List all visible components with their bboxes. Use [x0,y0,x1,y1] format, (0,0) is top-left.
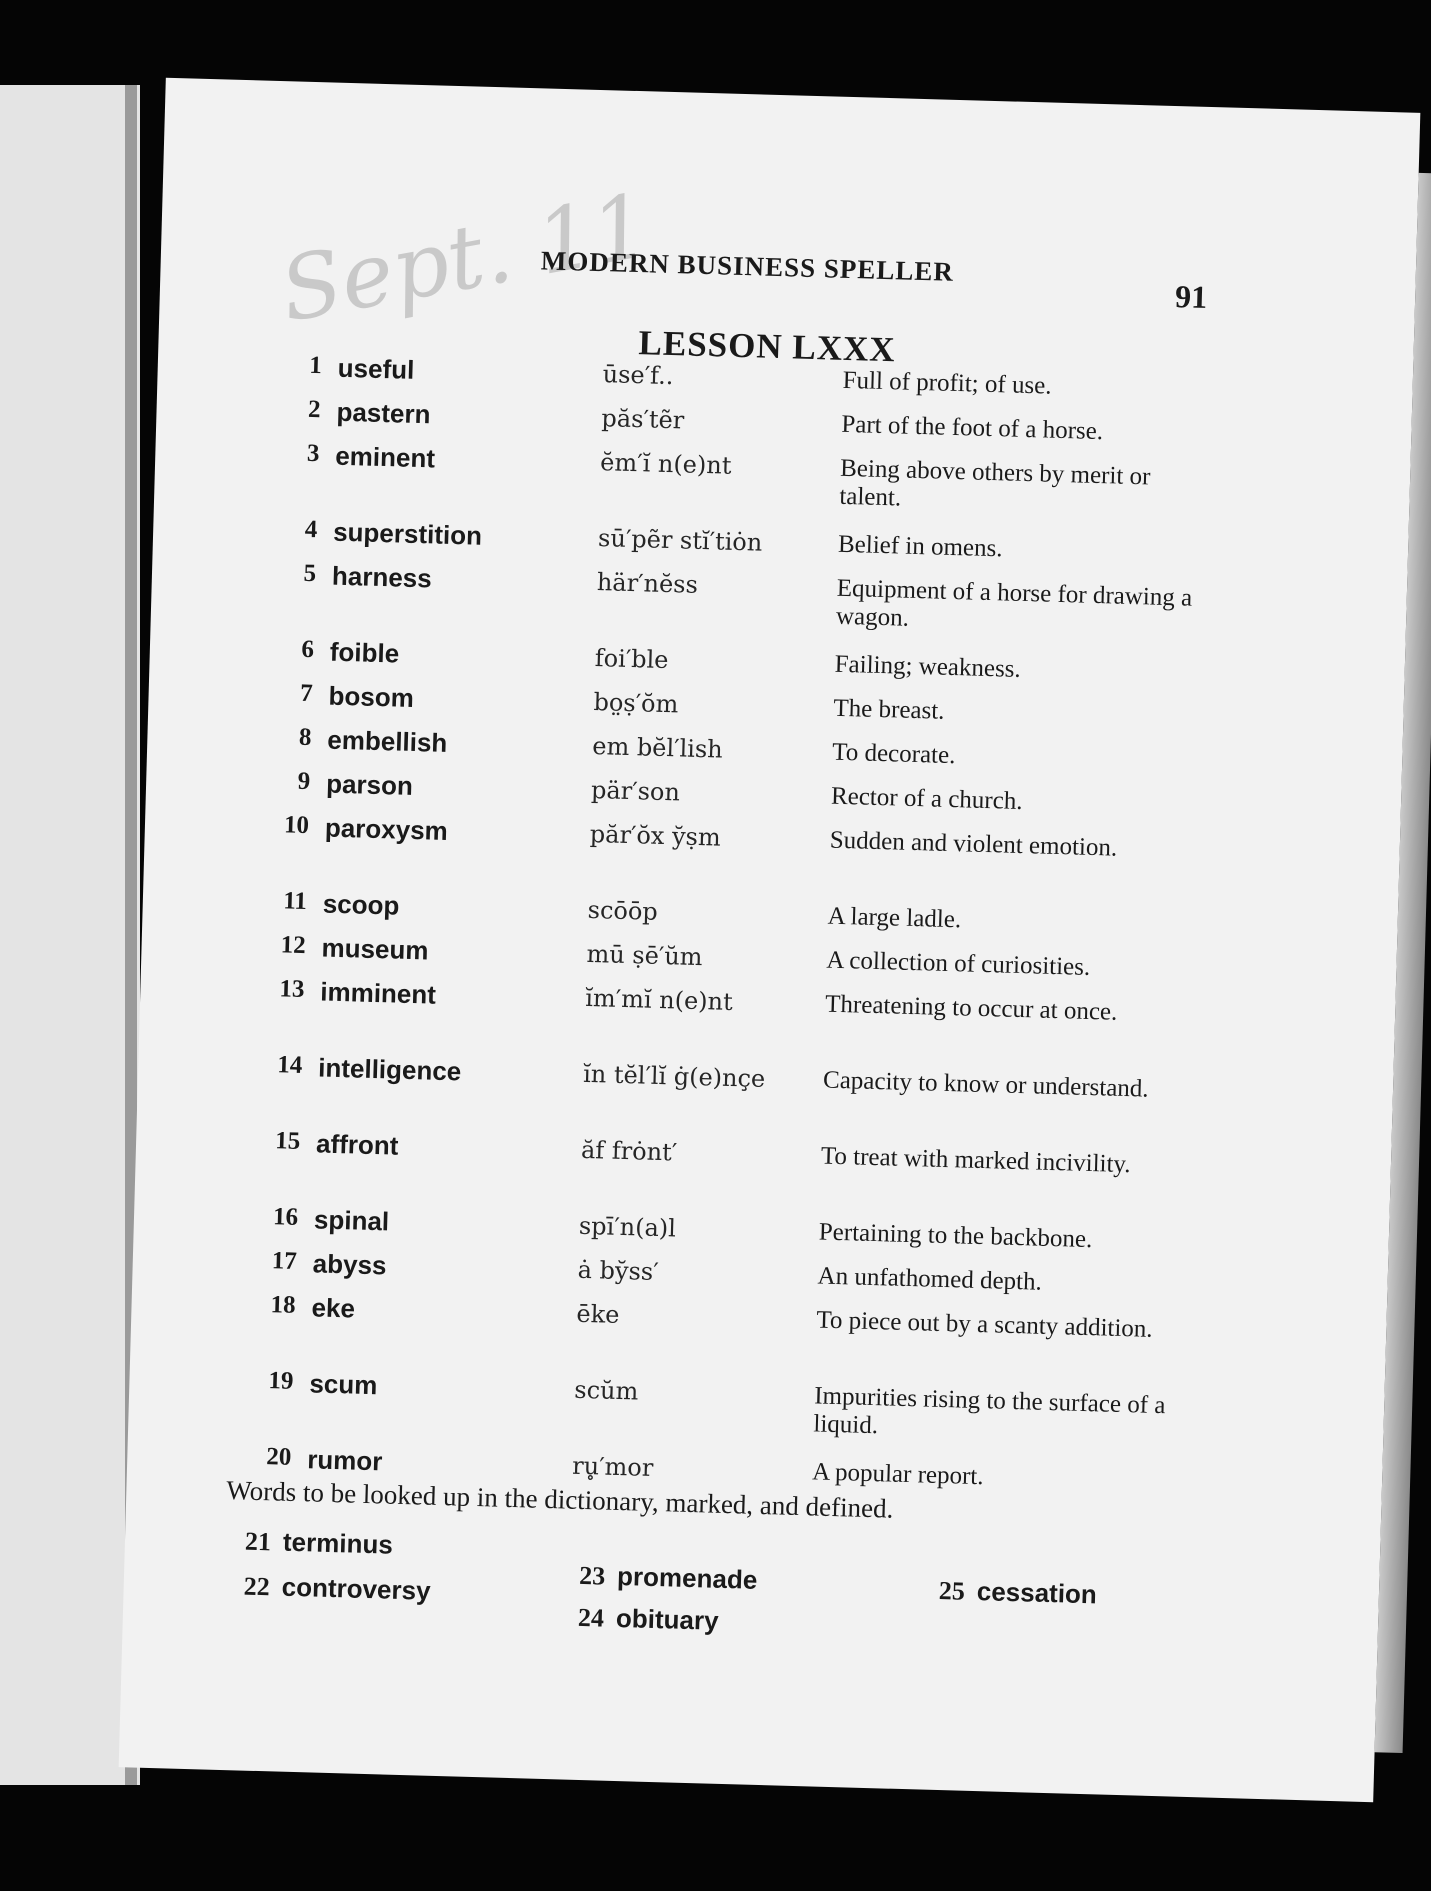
extra-word-number: 23 [578,1560,606,1591]
entry-word: parson [325,768,414,801]
entry-definition: To treat with marked incivility. [820,1142,1131,1179]
entry-definition: Pertaining to the backbone. [818,1218,1093,1254]
entry-pronunciation: scŭm [573,1375,639,1406]
extra-word-text: controversy [281,1571,431,1606]
entry-word: spinal [313,1204,390,1237]
entry-definition: Belief in omens. [837,530,1003,563]
entry-number: 3 [306,439,320,468]
entry-word: museum [321,932,429,966]
entry-pronunciation: bo̤ṣ′ŏm [593,688,679,719]
entry-definition: Threatening to occur at once. [824,990,1118,1026]
entry-pronunciation: scōōp [587,895,659,926]
entry-definition: Impurities rising to the surface of a liquid. [813,1382,1166,1440]
extra-word-text: promenade [616,1561,758,1595]
entry-pronunciation: sū′pẽr stĭ′tiȯn [597,524,763,557]
entry-definition: Part of the foot of a horse. [841,410,1104,446]
entry-pronunciation: pär′son [590,775,681,807]
entry-definition: The breast. [833,694,945,725]
entry-number: 18 [270,1291,296,1319]
entry-definition: A collection of curiosities. [826,946,1091,981]
entry-definition: To decorate. [831,738,956,770]
entry-word: scoop [322,888,400,921]
entry-pronunciation: ăf frȯnt′ [580,1135,678,1167]
entry-number: 14 [276,1051,303,1079]
entry-number: 20 [266,1443,292,1471]
lesson-title: LESSON LXXX [638,323,897,370]
entry-number: 4 [304,515,318,544]
entry-word: rumor [306,1444,383,1477]
entry-pronunciation: spī′n(a)l [578,1211,677,1243]
entry-word: embellish [327,724,448,758]
book-page [119,78,1421,1802]
entry-number: 10 [283,811,310,840]
entry-number: 6 [301,635,315,664]
entry-word: affront [315,1128,399,1161]
entry-definition: Sudden and violent emotion. [829,826,1118,862]
extra-word [243,1571,431,1607]
entry-number: 13 [279,975,305,1004]
entry-definition: To piece out by a scanty addition. [816,1306,1154,1343]
entry-number: 1 [308,351,323,380]
entry-pronunciation: ru̥′mor [571,1451,654,1482]
entry-definition: A large ladle. [827,902,962,934]
entry-definition: Full of profit; of use. [842,366,1052,400]
extra-word-number: 24 [577,1602,605,1633]
entry-word: eminent [334,440,436,474]
entry-pronunciation: ȧ by̆ss′ [577,1255,660,1287]
entry-number: 8 [298,723,312,752]
running-head: MODERN BUSINESS SPELLER [540,245,955,287]
entry-pronunciation: ēke [576,1299,620,1329]
entry-definition: A popular report. [811,1458,984,1491]
entry-number: 9 [297,767,311,796]
entry-number: 11 [282,887,308,916]
entry-number: 7 [299,679,314,708]
entry-number: 5 [303,559,317,588]
entry-pronunciation: em bĕl′lish [591,731,724,764]
entry-pronunciation: mū ṣē′ŭm [586,939,703,972]
entry-pronunciation: ĭn tĕl′lĭ ġ(e)nçe [582,1059,766,1093]
page-stack-edge [1375,173,1431,1753]
entry-number: 16 [272,1203,299,1231]
pencil-annotation: Sept. 11 [272,173,658,342]
entry-word: foible [329,636,400,669]
extra-word [245,1526,394,1561]
entry-word: bosom [328,680,415,713]
facing-page [0,85,140,1785]
extra-word-number: 25 [938,1575,966,1606]
entry-definition: Equipment of a horse for drawing a wagon. [835,574,1193,632]
entry-pronunciation: ĕm′ĭ n(e)nt [599,448,732,480]
entry-definition: Being above others by merit or talent. [839,454,1151,512]
entry-pronunciation: ĭm′mĭ n(e)nt [584,983,734,1016]
entry-pronunciation: păs′tẽr [601,404,685,435]
entry-word: scum [309,1368,378,1401]
entry-word: paroxysm [324,812,449,846]
word-list [247,351,1278,1514]
entry-pronunciation: păr′ŏx y̆ṣm [589,819,722,852]
entry-pronunciation: foi′ble [594,644,669,675]
entry-pronunciation: här′nĕss [596,568,699,599]
entry-word: pastern [336,396,431,430]
entry-word: useful [337,352,415,385]
page-number: 91 [1174,278,1208,315]
entry-definition: An unfathomed depth. [817,1262,1043,1296]
extra-word-text: obituary [615,1602,719,1636]
extra-word-number: 22 [243,1571,271,1602]
entry-number: 15 [274,1127,301,1155]
entry-definition: Rector of a church. [830,782,1023,816]
entry-word: imminent [319,976,437,1010]
entry-word: intelligence [317,1052,462,1087]
entry-number: 12 [280,931,307,960]
entry-word: harness [331,560,433,594]
entry-word: superstition [332,516,483,551]
entry-definition: Capacity to know or understand. [822,1066,1149,1103]
extra-word [938,1575,1097,1610]
entry-word: eke [311,1292,356,1324]
entry-number: 17 [271,1247,298,1275]
extra-word [578,1602,719,1637]
extra-word-text: terminus [282,1526,394,1560]
entry-number: 2 [307,395,322,424]
extra-word-number: 21 [244,1526,272,1557]
extra-word [579,1560,758,1596]
dictionary-instructions: Words to be looked up in the dictionary, marked, and defined. [226,1475,894,1524]
extra-word-text: cessation [976,1576,1098,1610]
entry-number: 19 [268,1367,294,1395]
entry-definition: Failing; weakness. [834,650,1022,683]
entry-pronunciation: ūse′f.. [602,360,674,391]
entry-word: abyss [312,1248,387,1281]
